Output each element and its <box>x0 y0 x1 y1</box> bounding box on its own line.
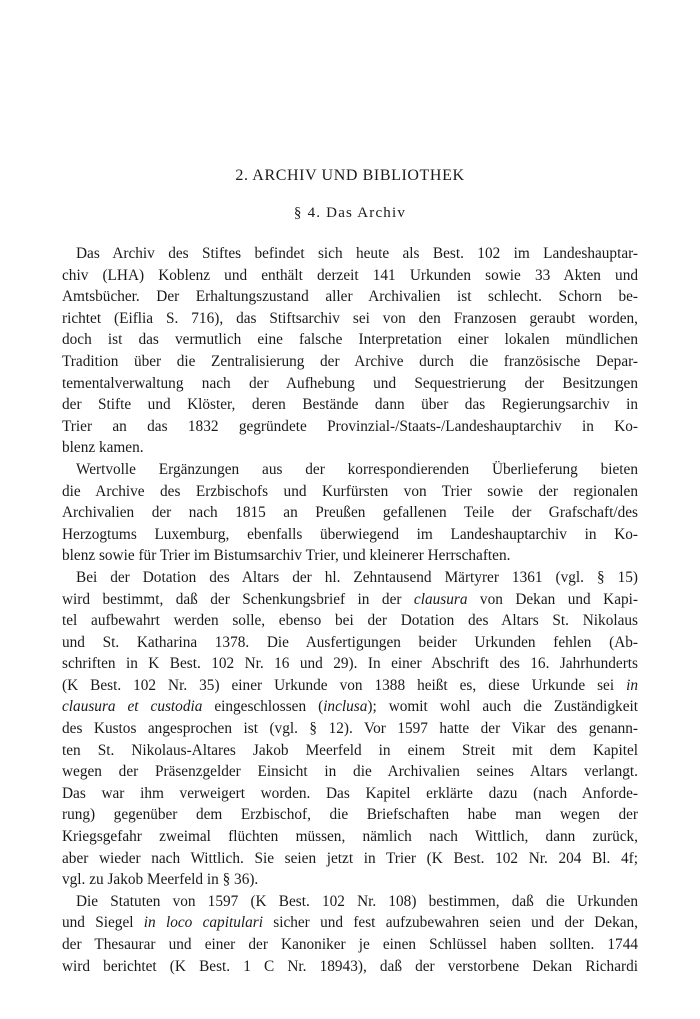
text-segment: wird berichtet (K Best. 1 C Nr. 18943), daß der verstorbene Dekan Richardi <box>62 957 638 975</box>
text-segment: und St. Katharina 1378. Die Ausfertigungen beider Urkunden fehlen (Ab- <box>62 633 638 651</box>
text-line <box>62 243 638 265</box>
italic-text: in loco capitulari <box>143 914 263 932</box>
text-line <box>62 740 638 762</box>
text-line <box>62 286 638 308</box>
text-line <box>62 416 638 438</box>
text-segment: richtet (Eiflia S. 716), das Stiftsarchiv sei von den Franzosen geraubt worden, <box>62 309 638 327</box>
text-segment: chiv (LHA) Koblenz und enthält derzeit 141 Urkunden sowie 33 Akten und <box>62 266 638 284</box>
text-line <box>62 459 638 481</box>
italic-text: clausura <box>413 590 468 608</box>
text-line <box>62 761 638 783</box>
text-line <box>62 826 638 848</box>
text-segment: Kriegsgefahr zweimal flüchten müssen, nämlich nach Wittlich, dann zurück, <box>62 828 638 846</box>
text-line <box>62 481 638 503</box>
text-segment: Das war ihm verweigert worden. Das Kapitel erklärte dazu (nach Anforde- <box>62 784 638 802</box>
text-line <box>62 934 638 956</box>
text-segment: blenz kamen. <box>62 439 144 457</box>
text-segment: des Kustos angesprochen ist (vgl. § 12). Vor 1597 hatte der Vikar des genann- <box>62 720 638 738</box>
text-segment: eingeschlossen ( <box>202 698 324 716</box>
text-line <box>62 632 638 654</box>
text-segment: aber wieder nach Wittlich. Sie seien jetzt in Trier (K Best. 102 Nr. 204 Bl. 4f; <box>62 849 638 867</box>
text-line <box>62 502 638 524</box>
text-line <box>62 653 638 675</box>
text-line <box>62 567 638 589</box>
text-segment: Wertvolle Ergänzungen aus der korrespondierenden Überlieferung bieten <box>76 460 638 478</box>
text-line <box>62 351 638 373</box>
text-line <box>62 329 638 351</box>
text-line <box>62 718 638 740</box>
text-segment: wird bestimmt, daß der Schenkungsbrief in der <box>62 590 414 608</box>
text-line <box>62 696 638 718</box>
italic-text: clausura et custodia <box>62 698 203 716</box>
text-segment: vgl. zu Jakob Meerfeld in § 36). <box>62 871 259 889</box>
text-segment: (K Best. 102 Nr. 35) einer Urkunde von 1388 heißt es, diese Urkunde sei <box>62 676 627 694</box>
text-line <box>62 524 638 546</box>
text-segment: der Thesaurar und einer der Kanoniker je einen Schlüssel haben sollten. 1744 <box>62 936 638 953</box>
text-segment: rung) gegenüber dem Erzbischof, die Briefschaften habe man wegen der <box>62 806 638 824</box>
text-segment: tementalverwaltung nach der Aufhebung und Sequestrierung der Besitzungen <box>62 374 638 392</box>
text-line <box>62 675 638 697</box>
text-line <box>62 437 638 459</box>
text-line <box>62 783 638 805</box>
text-line <box>62 848 638 870</box>
body-text <box>62 243 638 977</box>
text-segment: ); womit wohl auch die Zuständigkeit <box>367 698 638 716</box>
text-segment: tel aufbewahrt werden solle, ebenso bei der Dotation des Altars St. Nikolaus <box>62 612 638 630</box>
text-segment: Archivalien der nach 1815 an Preußen gefallenen Teile der Grafschaft/des <box>62 504 638 522</box>
italic-text: in <box>626 676 638 694</box>
text-segment: wegen der Präsenzgelder Einsicht in die Archivalien seines Altars verlangt. <box>62 763 638 781</box>
chapter-heading: 2. ARCHIV UND BIBLIOTHEK <box>235 167 465 184</box>
text-line <box>62 545 638 567</box>
text-line <box>62 394 638 416</box>
text-line <box>62 265 638 287</box>
text-line <box>62 804 638 826</box>
text-segment: Herzogtums Luxemburg, ebenfalls überwiegend im Landeshauptarchiv in Ko- <box>62 525 638 543</box>
text-segment: Das Archiv des Stiftes befindet sich heute als Best. 102 im Landeshauptar- <box>76 245 638 262</box>
text-segment: doch ist das vermutlich eine falsche Interpretation einer lokalen mündlichen <box>62 331 638 349</box>
text-segment: schriften in K Best. 102 Nr. 16 und 29). In einer Abschrift des 16. Jahrhunderts <box>62 655 638 673</box>
text-segment: Bei der Dotation des Altars der hl. Zehntausend Märtyrer 1361 (vgl. § 15) <box>76 568 638 586</box>
text-segment: Tradition über die Zentralisierung der Archive durch die französische Depar- <box>62 352 638 370</box>
text-line <box>62 610 638 632</box>
text-line <box>62 891 638 913</box>
text-line <box>62 912 638 934</box>
text-segment: die Archive des Erzbischofs und Kurfürsten von Trier sowie der regionalen <box>62 482 638 500</box>
text-line <box>62 373 638 395</box>
text-segment: und Siegel <box>62 914 144 932</box>
text-line <box>62 956 638 978</box>
text-line <box>62 308 638 330</box>
text-segment: Amtsbücher. Der Erhaltungszustand aller Archivalien ist schlecht. Schorn be- <box>62 288 638 306</box>
text-segment: von Dekan und Kapi- <box>467 590 638 608</box>
text-segment: ten St. Nikolaus-Altares Jakob Meerfeld in einem Streit mit dem Kapitel <box>62 741 638 759</box>
section-heading: § 4. Das Archiv <box>293 205 407 221</box>
text-segment: blenz sowie für Trier im Bistumsarchiv Trier, und kleinerer Herrschaften. <box>62 547 511 565</box>
text-segment: Trier an das 1832 gegründete Provinzial-/Staats-/Landeshauptarchiv in Ko- <box>62 417 638 435</box>
italic-text: inclusa <box>323 698 368 716</box>
text-line <box>62 589 638 611</box>
text-segment: Die Statuten von 1597 (K Best. 102 Nr. 108) bestimmen, daß die Urkunden <box>76 892 638 910</box>
text-segment: sicher und fest aufzubewahren seien und der Dekan, <box>262 914 638 932</box>
text-line <box>62 869 638 891</box>
text-segment: der Stifte und Klöster, deren Bestände dann über das Regierungsarchiv in <box>62 396 638 414</box>
